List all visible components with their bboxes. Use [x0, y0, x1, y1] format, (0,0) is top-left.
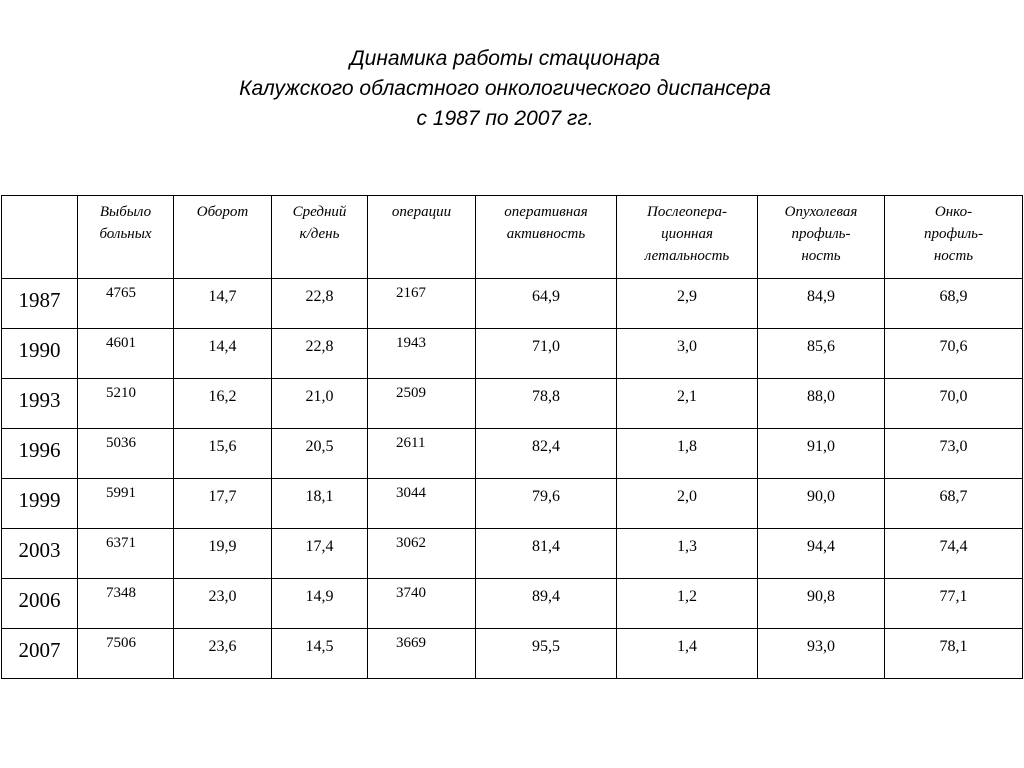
table-cell: 2167: [368, 279, 476, 329]
column-header-line: оперативная: [504, 204, 588, 220]
table-cell: 22,8: [272, 329, 368, 379]
column-header-line: Оборот: [196, 204, 249, 220]
table-cell: 5036: [78, 429, 174, 479]
table-cell: 71,0: [476, 329, 617, 379]
year-cell: 2007: [2, 629, 78, 679]
column-header-line: активность: [506, 226, 586, 242]
table-cell: 1,8: [617, 429, 758, 479]
table-cell: 70,0: [885, 379, 1023, 429]
table-cell: 78,1: [885, 629, 1023, 679]
table-row: [2, 429, 1023, 479]
table-cell: 1,4: [617, 629, 758, 679]
column-header: [272, 196, 368, 279]
table-cell: 17,4: [272, 529, 368, 579]
table-cell: 78,8: [476, 379, 617, 429]
column-header: [885, 196, 1023, 279]
table-cell: 21,0: [272, 379, 368, 429]
table-cell: 4601: [78, 329, 174, 379]
table-cell: 14,7: [174, 279, 272, 329]
column-header-line: Опухолевая: [784, 204, 858, 220]
column-header-line: Послеопера-: [646, 204, 728, 220]
table-row: [2, 279, 1023, 329]
table-cell: 81,4: [476, 529, 617, 579]
table-header-row: [2, 196, 1023, 279]
table-cell: 7348: [78, 579, 174, 629]
table-cell: 1943: [368, 329, 476, 379]
column-header-line: операции: [391, 204, 452, 220]
column-header-line: Средний: [292, 204, 347, 220]
table-cell: 3044: [368, 479, 476, 529]
column-header-line: профиль-: [923, 226, 983, 242]
table-cell: 2,0: [617, 479, 758, 529]
table-cell: 22,8: [272, 279, 368, 329]
column-header: [617, 196, 758, 279]
corner-cell: [2, 196, 78, 279]
table-cell: 90,8: [758, 579, 885, 629]
table-cell: 1,3: [617, 529, 758, 579]
column-header-line: Онко-: [934, 204, 973, 220]
table-cell: 7506: [78, 629, 174, 679]
table-cell: 85,6: [758, 329, 885, 379]
year-cell: 1996: [2, 429, 78, 479]
year-cell: 1990: [2, 329, 78, 379]
column-header: [758, 196, 885, 279]
table-cell: 3740: [368, 579, 476, 629]
year-cell: 1999: [2, 479, 78, 529]
table-cell: 23,0: [174, 579, 272, 629]
table-row: [2, 579, 1023, 629]
table-cell: 3,0: [617, 329, 758, 379]
column-header: [174, 196, 272, 279]
table-cell: 3669: [368, 629, 476, 679]
table-cell: 64,9: [476, 279, 617, 329]
year-cell: 1987: [2, 279, 78, 329]
table-cell: 1,2: [617, 579, 758, 629]
table-cell: 5210: [78, 379, 174, 429]
column-header-line: к/день: [299, 226, 340, 242]
column-header: [78, 196, 174, 279]
table-cell: 6371: [78, 529, 174, 579]
table-cell: 70,6: [885, 329, 1023, 379]
column-header-line: ность: [801, 248, 841, 264]
table-cell: 20,5: [272, 429, 368, 479]
table-row: [2, 629, 1023, 679]
table-cell: 94,4: [758, 529, 885, 579]
table-row: [2, 529, 1023, 579]
title-line-2: Калужского областного онкологического диспансера: [239, 77, 771, 100]
year-cell: 2003: [2, 529, 78, 579]
column-header-line: профиль-: [791, 226, 851, 242]
year-cell: 2006: [2, 579, 78, 629]
table-cell: 14,9: [272, 579, 368, 629]
table-cell: 73,0: [885, 429, 1023, 479]
table-row: [2, 479, 1023, 529]
table-cell: 89,4: [476, 579, 617, 629]
column-header-line: ность: [933, 248, 974, 264]
column-header-line: Выбыло: [99, 204, 152, 220]
table-cell: 17,7: [174, 479, 272, 529]
table-cell: 90,0: [758, 479, 885, 529]
table-cell: 77,1: [885, 579, 1023, 629]
table-cell: 79,6: [476, 479, 617, 529]
column-header-line: ционная: [661, 226, 713, 242]
column-header-line: больных: [99, 226, 152, 242]
column-header: [476, 196, 617, 279]
table-cell: 84,9: [758, 279, 885, 329]
table-cell: 15,6: [174, 429, 272, 479]
table-body: [2, 196, 1023, 679]
table-cell: 2611: [368, 429, 476, 479]
table-cell: 19,9: [174, 529, 272, 579]
table-cell: 68,9: [885, 279, 1023, 329]
table-cell: 16,2: [174, 379, 272, 429]
table-cell: 18,1: [272, 479, 368, 529]
year-cell: 1993: [2, 379, 78, 429]
table-cell: 68,7: [885, 479, 1023, 529]
table-row: [2, 329, 1023, 379]
table-cell: 14,5: [272, 629, 368, 679]
table-cell: 14,4: [174, 329, 272, 379]
title-line-3: с 1987 по 2007 гг.: [416, 107, 594, 130]
table-cell: 5991: [78, 479, 174, 529]
hospital-stats-table: [1, 195, 1023, 679]
table-cell: 93,0: [758, 629, 885, 679]
table-cell: 23,6: [174, 629, 272, 679]
table-cell: 2,9: [617, 279, 758, 329]
column-header-line: летальность: [644, 248, 730, 264]
table-cell: 2509: [368, 379, 476, 429]
table-cell: 3062: [368, 529, 476, 579]
table-row: [2, 379, 1023, 429]
table-cell: 88,0: [758, 379, 885, 429]
page-title: [0, 44, 1010, 134]
title-line-1: Динамика работы стационара: [349, 47, 661, 70]
table-cell: 95,5: [476, 629, 617, 679]
table-cell: 74,4: [885, 529, 1023, 579]
table-cell: 91,0: [758, 429, 885, 479]
table-cell: 82,4: [476, 429, 617, 479]
table-cell: 4765: [78, 279, 174, 329]
table-cell: 2,1: [617, 379, 758, 429]
column-header: [368, 196, 476, 279]
